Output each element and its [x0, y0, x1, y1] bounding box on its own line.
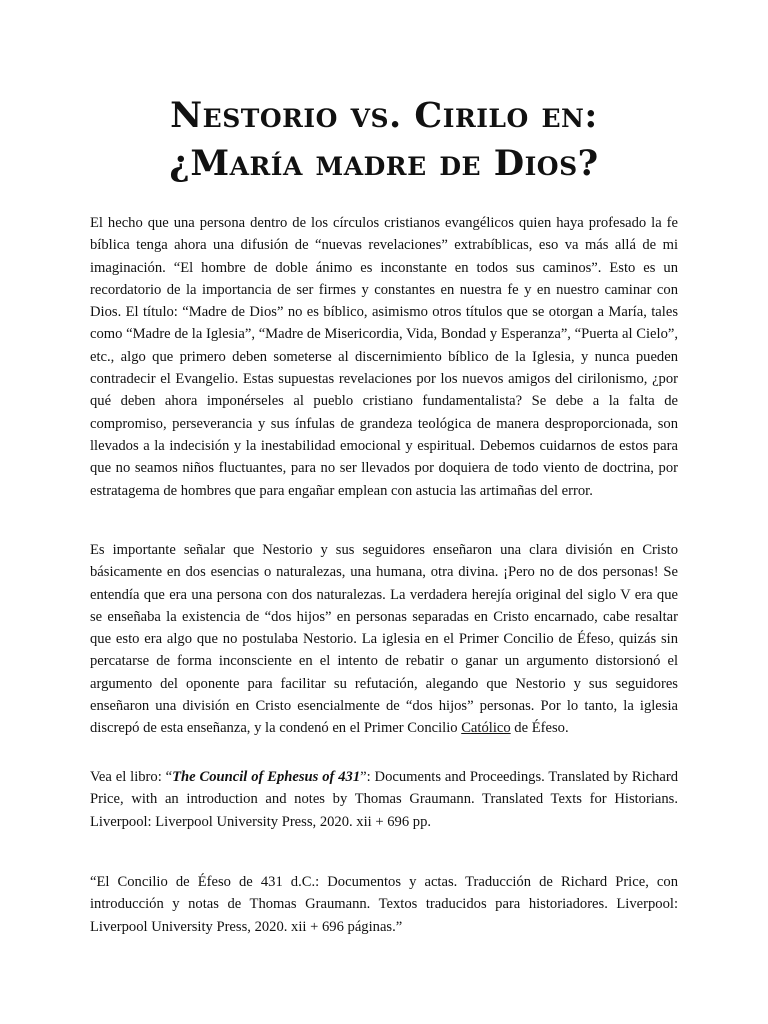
paragraph-2: [90, 539, 678, 740]
citation-details: ”: Documents and Proceedings. Translated by Richard Price, with an introduction and notes by Thomas Graumann. Translated Texts for Historians. Liverpool: Liverpool University Press, 2020. xii + 696 pp.: [90, 769, 679, 830]
paragraph-2-text: Es importante señalar que Nestorio y sus seguidores enseñaron una clara división en Cristo básicamente en dos esencias o naturalezas, una humana, otra divina. ¡Pero no de dos personas! Se entendía que era una persona con dos naturalezas. La verdadera herejía original del siglo V era que se enseñaba la existencia de “dos hijos” en personas separadas en Cristo encarnado, cabe resaltar que esto era algo que no postulaba Nestorio. La iglesia en el Primer Concilio de Éfeso, quizás sin percatarse de forma inconsciente en el intento de rebatir o ganar un argumento distorsionó el argumento del oponente para facilitar su refutación, alegando que Nestorio y sus seguidores enseñaron una división en Cristo esencialmente de “dos hijos” personas. Por lo tanto, la iglesia discrepó de esta enseñanza, y la condenó en el Primer Concilio: [90, 542, 678, 737]
citation-prefix: Vea el libro: “: [90, 769, 173, 785]
page-title: [60, 92, 708, 188]
paragraph-2-end: de Éfeso.: [510, 720, 569, 737]
paragraph-3-citation: [90, 766, 678, 833]
paragraph-4-citation-translation: “El Concilio de Éfeso de 431 d.C.: Documentos y actas. Traducción de Richard Price, con introducción y notas de Thomas Graumann. Textos traducidos para historiadores. Liverpool: Liverpool University Press, 2020. xii + 696 páginas.”: [90, 874, 678, 935]
paragraph-1: El hecho que una persona dentro de los círculos cristianos evangélicos quien haya profesado la fe bíblica tenga ahora una difusión de “nuevas revelaciones” extrabíblicas, eso va más allá de mi imaginación. “El hombre de doble ánimo es inconstante en todos sus caminos”. Esto es un recordatorio de la importancia de ser firmes y constantes en nuestra fe y en nuestro caminar con Dios. El título: “Madre de Dios” no es bíblico, asimismo otros títulos que se otorgan a María, tales como “Madre de la Iglesia”, “Madre de Misericordia, Vida, Bondad y Esperanza”, “Puerta al Cielo”, etc., algo que primero deben someterse al discernimiento bíblico de la Iglesia, y nunca pueden contradecir el Evangelio. Estas supuestas revelaciones por los nuevos amigos del cirilonismo, ¿por qué deben ahora imponérseles al pueblo cristiano fundamentalista? Se debe a la falta de compromiso, perseverancia y sus ínfulas de grandeza teológica de manera desproporcionada, son llevados a la indecisión y la inestabilidad emocional y espiritual. Debemos cuidarnos de estos para que no seamos niños fluctuantes, para no ser llevados por doquiera de todo viento de doctrina, por estratagema de hombres que para engañar emplean con astucia las artimañas del error.: [90, 215, 678, 499]
title-line-2: ¿María madre de Dios?: [169, 143, 599, 184]
catolico-link[interactable]: Católico: [461, 720, 511, 737]
book-title: The Council of Ephesus of 431: [172, 769, 361, 785]
title-line-1: Nestorio vs. Cirilo en:: [170, 95, 598, 136]
